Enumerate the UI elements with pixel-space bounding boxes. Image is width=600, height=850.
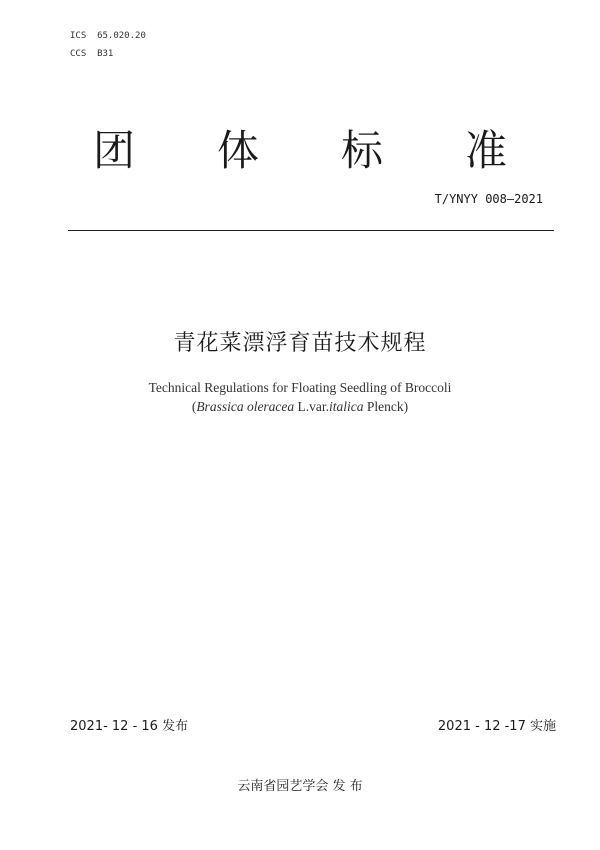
implementation-date: 2021 - 12 -17 实施 <box>437 719 556 734</box>
classification-codes <box>70 27 146 63</box>
title-english-line2: (Brassica oleracea L.var.italica Plenck) <box>191 399 409 414</box>
standard-type-char: 团 <box>92 126 135 175</box>
latin-variety: italica <box>329 399 364 414</box>
standard-type-char: 标 <box>340 126 383 175</box>
standard-type-char: 体 <box>216 126 259 175</box>
standard-number: T/YNYY 008—2021 <box>434 192 543 206</box>
header-divider <box>68 230 554 231</box>
standard-type-heading <box>0 118 600 178</box>
title-chinese: 青花菜漂浮育苗技术规程 <box>173 331 427 356</box>
title-english-line1: Technical Regulations for Floating Seedling of Broccoli <box>148 380 452 395</box>
ccs-code: CCS B31 <box>70 49 114 59</box>
ics-code: ICS 65.020.20 <box>70 31 146 41</box>
latin-genus: Brassica oleracea <box>196 399 295 414</box>
publisher: 云南省园艺学会 发 布 <box>237 779 363 794</box>
standard-type-char: 准 <box>464 126 507 175</box>
issue-date: 2021- 12 - 16 发布 <box>70 719 189 734</box>
title-english <box>0 378 600 416</box>
